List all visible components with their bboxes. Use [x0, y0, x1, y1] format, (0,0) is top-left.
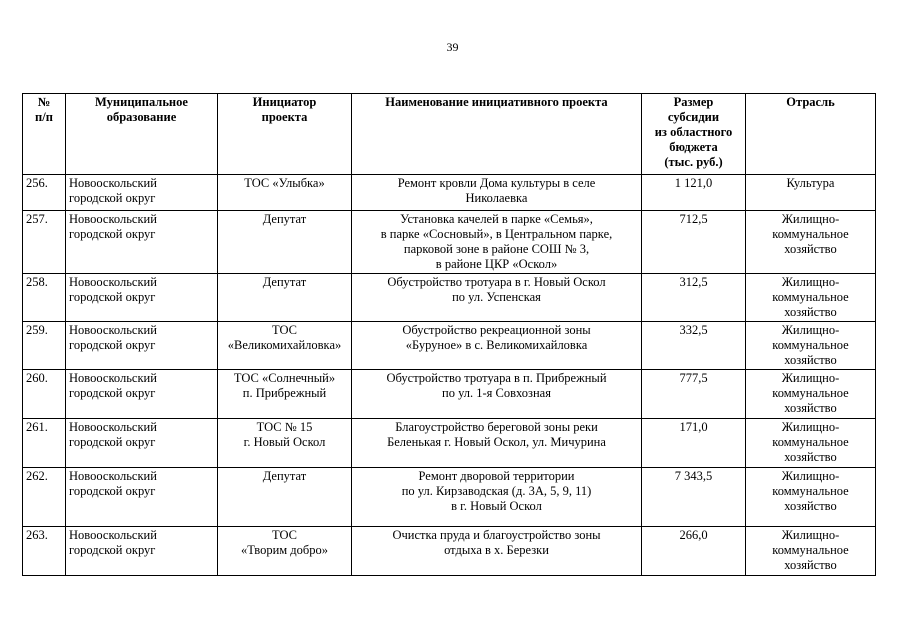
row-initiator: Депутат: [218, 274, 352, 322]
table-row: [23, 370, 876, 419]
row-initiator: ТОС № 15 г. Новый Оскол: [218, 419, 352, 468]
header-municipality: Муниципальное образование: [66, 94, 218, 175]
row-municipality: Новооскольский городской округ: [66, 274, 218, 322]
row-subsidy-amount: 7 343,5: [642, 468, 746, 527]
row-project-name: Обустройство тротуара в г. Новый Оскол по ул. Успенская: [352, 274, 642, 322]
row-subsidy-amount: 777,5: [642, 370, 746, 419]
row-municipality: Новооскольский городской округ: [66, 419, 218, 468]
page-number: 39: [446, 40, 459, 54]
row-initiator: ТОС «Солнечный» п. Прибрежный: [218, 370, 352, 419]
table-row: [23, 527, 876, 576]
row-municipality: Новооскольский городской округ: [66, 468, 218, 527]
row-municipality: Новооскольский городской округ: [66, 322, 218, 370]
header-subsidy: Размер субсидии из областного бюджета (тыс. руб.): [642, 94, 746, 175]
row-subsidy-amount: 171,0: [642, 419, 746, 468]
row-number: 256.: [23, 175, 66, 211]
row-industry: Жилищно- коммунальное хозяйство: [746, 370, 876, 419]
row-initiator: ТОС «Улыбка»: [218, 175, 352, 211]
row-initiator: ТОС «Творим добро»: [218, 527, 352, 576]
table-row: [23, 175, 876, 211]
row-municipality: Новооскольский городской округ: [66, 175, 218, 211]
row-subsidy-amount: 332,5: [642, 322, 746, 370]
row-subsidy-amount: 1 121,0: [642, 175, 746, 211]
header-initiator: Инициатор проекта: [218, 94, 352, 175]
row-industry: Жилищно- коммунальное хозяйство: [746, 322, 876, 370]
row-municipality: Новооскольский городской округ: [66, 527, 218, 576]
row-industry: Жилищно- коммунальное хозяйство: [746, 274, 876, 322]
header-project-name: Наименование инициативного проекта: [352, 94, 642, 175]
row-project-name: Установка качелей в парке «Семья», в парке «Сосновый», в Центральном парке, парковой зоне в районе СОШ № 3, в районе ЦКР «Оскол»: [352, 211, 642, 274]
header-num: № п/п: [23, 94, 66, 175]
projects-table: [22, 93, 876, 576]
row-number: 257.: [23, 211, 66, 274]
row-project-name: Очистка пруда и благоустройство зоны отдыха в х. Березки: [352, 527, 642, 576]
row-initiator: ТОС «Великомихайловка»: [218, 322, 352, 370]
row-project-name: Обустройство тротуара в п. Прибрежный по ул. 1-я Совхозная: [352, 370, 642, 419]
row-subsidy-amount: 266,0: [642, 527, 746, 576]
row-initiator: Депутат: [218, 468, 352, 527]
table-row: [23, 468, 876, 527]
table-row: [23, 274, 876, 322]
row-industry: Жилищно- коммунальное хозяйство: [746, 419, 876, 468]
row-number: 261.: [23, 419, 66, 468]
row-number: 263.: [23, 527, 66, 576]
table-row: [23, 211, 876, 274]
row-project-name: Ремонт дворовой территории по ул. Кирзаводская (д. 3А, 5, 9, 11) в г. Новый Оскол: [352, 468, 642, 527]
row-industry: Жилищно- коммунальное хозяйство: [746, 527, 876, 576]
header-industry: Отрасль: [746, 94, 876, 175]
table-row: [23, 419, 876, 468]
table-body: [23, 175, 876, 576]
row-project-name: Обустройство рекреационной зоны «Буруное» в с. Великомихайловка: [352, 322, 642, 370]
table-row: [23, 322, 876, 370]
row-subsidy-amount: 712,5: [642, 211, 746, 274]
row-subsidy-amount: 312,5: [642, 274, 746, 322]
row-number: 258.: [23, 274, 66, 322]
table-header-row: [23, 94, 876, 175]
row-number: 260.: [23, 370, 66, 419]
row-industry: Жилищно- коммунальное хозяйство: [746, 211, 876, 274]
row-initiator: Депутат: [218, 211, 352, 274]
row-number: 259.: [23, 322, 66, 370]
row-municipality: Новооскольский городской округ: [66, 370, 218, 419]
row-project-name: Ремонт кровли Дома культуры в селе Николаевка: [352, 175, 642, 211]
row-industry: Жилищно- коммунальное хозяйство: [746, 468, 876, 527]
row-project-name: Благоустройство береговой зоны реки Беленькая г. Новый Оскол, ул. Мичурина: [352, 419, 642, 468]
row-municipality: Новооскольский городской округ: [66, 211, 218, 274]
row-industry: Культура: [746, 175, 876, 211]
row-number: 262.: [23, 468, 66, 527]
